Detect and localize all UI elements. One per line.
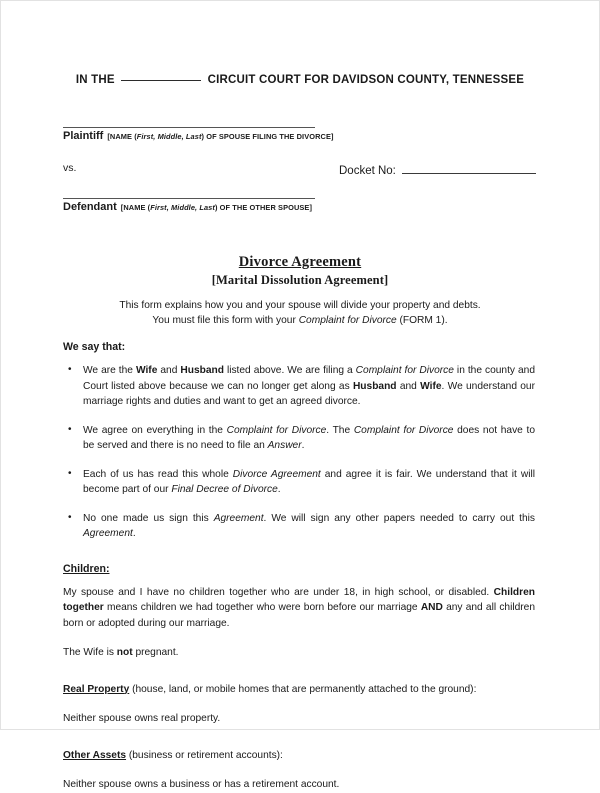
court-heading <box>1 71 599 86</box>
bullet-4-italic-2: Agreement <box>83 528 133 539</box>
pregnancy-text-1: The Wife is <box>63 647 117 658</box>
court-heading-suffix: CIRCUIT COURT FOR DAVIDSON COUNTY, TENNESSEE <box>207 74 525 86</box>
bullet-1-text-3: listed above. We are filing a <box>223 365 356 376</box>
defendant-label-row <box>63 201 535 213</box>
document-subtitle: [Marital Dissolution Agreement] <box>211 273 389 287</box>
bullet-3-text-3: . <box>277 484 281 495</box>
plaintiff-name-rule <box>63 127 315 128</box>
defendant-caption <box>121 203 312 212</box>
bullet-2-italic-3: Answer <box>267 440 302 451</box>
spacer <box>63 727 535 748</box>
plaintiff-label: Plaintiff <box>63 130 104 142</box>
bullet-1-text-6: . We understand our marriage rights and duties and want to get an agreed divorce. <box>83 380 535 407</box>
plaintiff-caption-post: ) OF SPOUSE FILING THE DIVORCE] <box>201 132 334 141</box>
bullet-2-text-3: does not have to be served and there is no need to file an <box>83 424 536 451</box>
title-block <box>1 254 599 288</box>
real-property-heading-row <box>63 682 535 698</box>
plaintiff-caption-italic: First, Middle, Last <box>136 132 202 141</box>
bullet-1-bold-4: Wife <box>420 380 442 392</box>
list-item <box>63 363 535 410</box>
court-heading-prefix: IN THE <box>75 74 115 86</box>
bullet-1-text-1: We are the <box>83 365 136 376</box>
list-item <box>63 423 535 454</box>
list-item <box>63 467 535 498</box>
bullet-2-text-1: We agree on everything in the <box>83 424 227 436</box>
bullet-1-text-4: in the county and Court listed above because we can no longer get along as <box>83 365 535 392</box>
bullet-4-text-2: . We will sign any other papers needed to carry out this <box>263 512 535 524</box>
real-property-body: Neither spouse owns real property. <box>63 713 221 724</box>
bullet-2-text-4: . <box>301 440 305 451</box>
defendant-group <box>63 198 535 213</box>
defendant-caption-post: ) OF THE OTHER SPOUSE] <box>214 203 313 212</box>
pregnancy-statement <box>63 645 535 661</box>
bullet-2-text-2: . The <box>326 424 354 436</box>
bullet-3-italic-1: Divorce Agreement <box>232 468 321 480</box>
real-property-heading: Real Property <box>63 683 130 695</box>
plaintiff-caption <box>107 132 333 141</box>
plaintiff-caption-pre: [NAME ( <box>107 132 137 141</box>
docket-number-label: Docket No: <box>339 165 396 177</box>
intro-paragraph <box>1 298 599 328</box>
bullet-3-text-1: Each of us has read this whole <box>83 468 233 480</box>
children-text-2: means children we had together who were born before our marriage <box>103 602 421 613</box>
we-say-heading: We say that: <box>63 341 126 353</box>
children-paragraph <box>63 585 535 632</box>
other-assets-heading: Other Assets <box>63 749 127 761</box>
children-bold-2: AND <box>420 602 443 613</box>
bullet-1-bold-3: Husband <box>352 380 397 392</box>
list-item <box>63 511 535 542</box>
children-text-3: any and all children born or adopted during our marriage. <box>63 602 535 629</box>
court-name-blank-field[interactable] <box>121 71 201 81</box>
bullet-1-text-5: and <box>396 380 421 392</box>
bullet-3-text-2: and agree it is fair. We understand that it will become part of our <box>83 468 535 495</box>
spacer <box>63 542 535 563</box>
children-heading: Children: <box>63 562 110 575</box>
intro-line-2-italic: Complaint for Divorce <box>298 315 397 326</box>
bullet-1-bold-1: Wife <box>135 365 158 376</box>
bullet-4-text-3: . <box>132 528 136 539</box>
bullet-1-bold-2: Husband <box>180 365 224 376</box>
plaintiff-label-row <box>63 130 535 142</box>
spacer <box>63 631 535 645</box>
intro-line-1: This form explains how you and your spouse will divide your property and debts. <box>119 300 481 311</box>
other-assets-note: (business or retirement accounts): <box>126 749 283 761</box>
intro-line-2-pre: You must file this form with your <box>152 315 299 326</box>
document-title: Divorce Agreement <box>238 254 362 270</box>
docket-number-row <box>339 162 536 177</box>
children-bold-1: Children together <box>63 586 535 613</box>
spacer <box>63 763 535 777</box>
intro-line-2-post: (FORM 1). <box>396 315 448 326</box>
document-body <box>63 341 535 793</box>
bullet-1-text-2: and <box>157 365 181 376</box>
pregnancy-bold: not <box>116 647 133 658</box>
bullet-4-text-1: No one made us sign this <box>83 512 214 524</box>
real-property-note: (house, land, or mobile homes that are permanently attached to the ground): <box>129 683 477 695</box>
defendant-label: Defendant <box>63 201 117 213</box>
spacer <box>63 661 535 682</box>
spacer <box>63 697 535 711</box>
versus-docket-row <box>63 162 535 184</box>
party-block <box>63 127 535 213</box>
intro-line-2 <box>1 313 599 328</box>
bullet-4-italic-1: Agreement <box>213 512 264 524</box>
defendant-caption-italic: First, Middle, Last <box>150 203 215 212</box>
defendant-caption-pre: [NAME ( <box>120 203 151 212</box>
we-say-bullet-list <box>63 363 535 542</box>
bullet-2-italic-1: Complaint for Divorce <box>226 424 327 436</box>
versus-label: vs. <box>63 162 77 174</box>
pregnancy-text-2: pregnant. <box>132 647 179 658</box>
defendant-name-rule <box>63 198 315 199</box>
docket-number-field[interactable] <box>402 162 536 174</box>
bullet-1-italic-1: Complaint for Divorce <box>355 365 454 376</box>
bullet-2-italic-2: Complaint for Divorce <box>353 424 454 436</box>
children-text-1: My spouse and I have no children together who are under 18, in high school, or disabled. <box>63 586 494 598</box>
other-assets-heading-row <box>63 748 535 764</box>
bullet-3-italic-2: Final Decree of Divorce <box>171 484 278 495</box>
other-assets-body: Neither spouse owns a business or has a retirement account. <box>63 779 340 790</box>
